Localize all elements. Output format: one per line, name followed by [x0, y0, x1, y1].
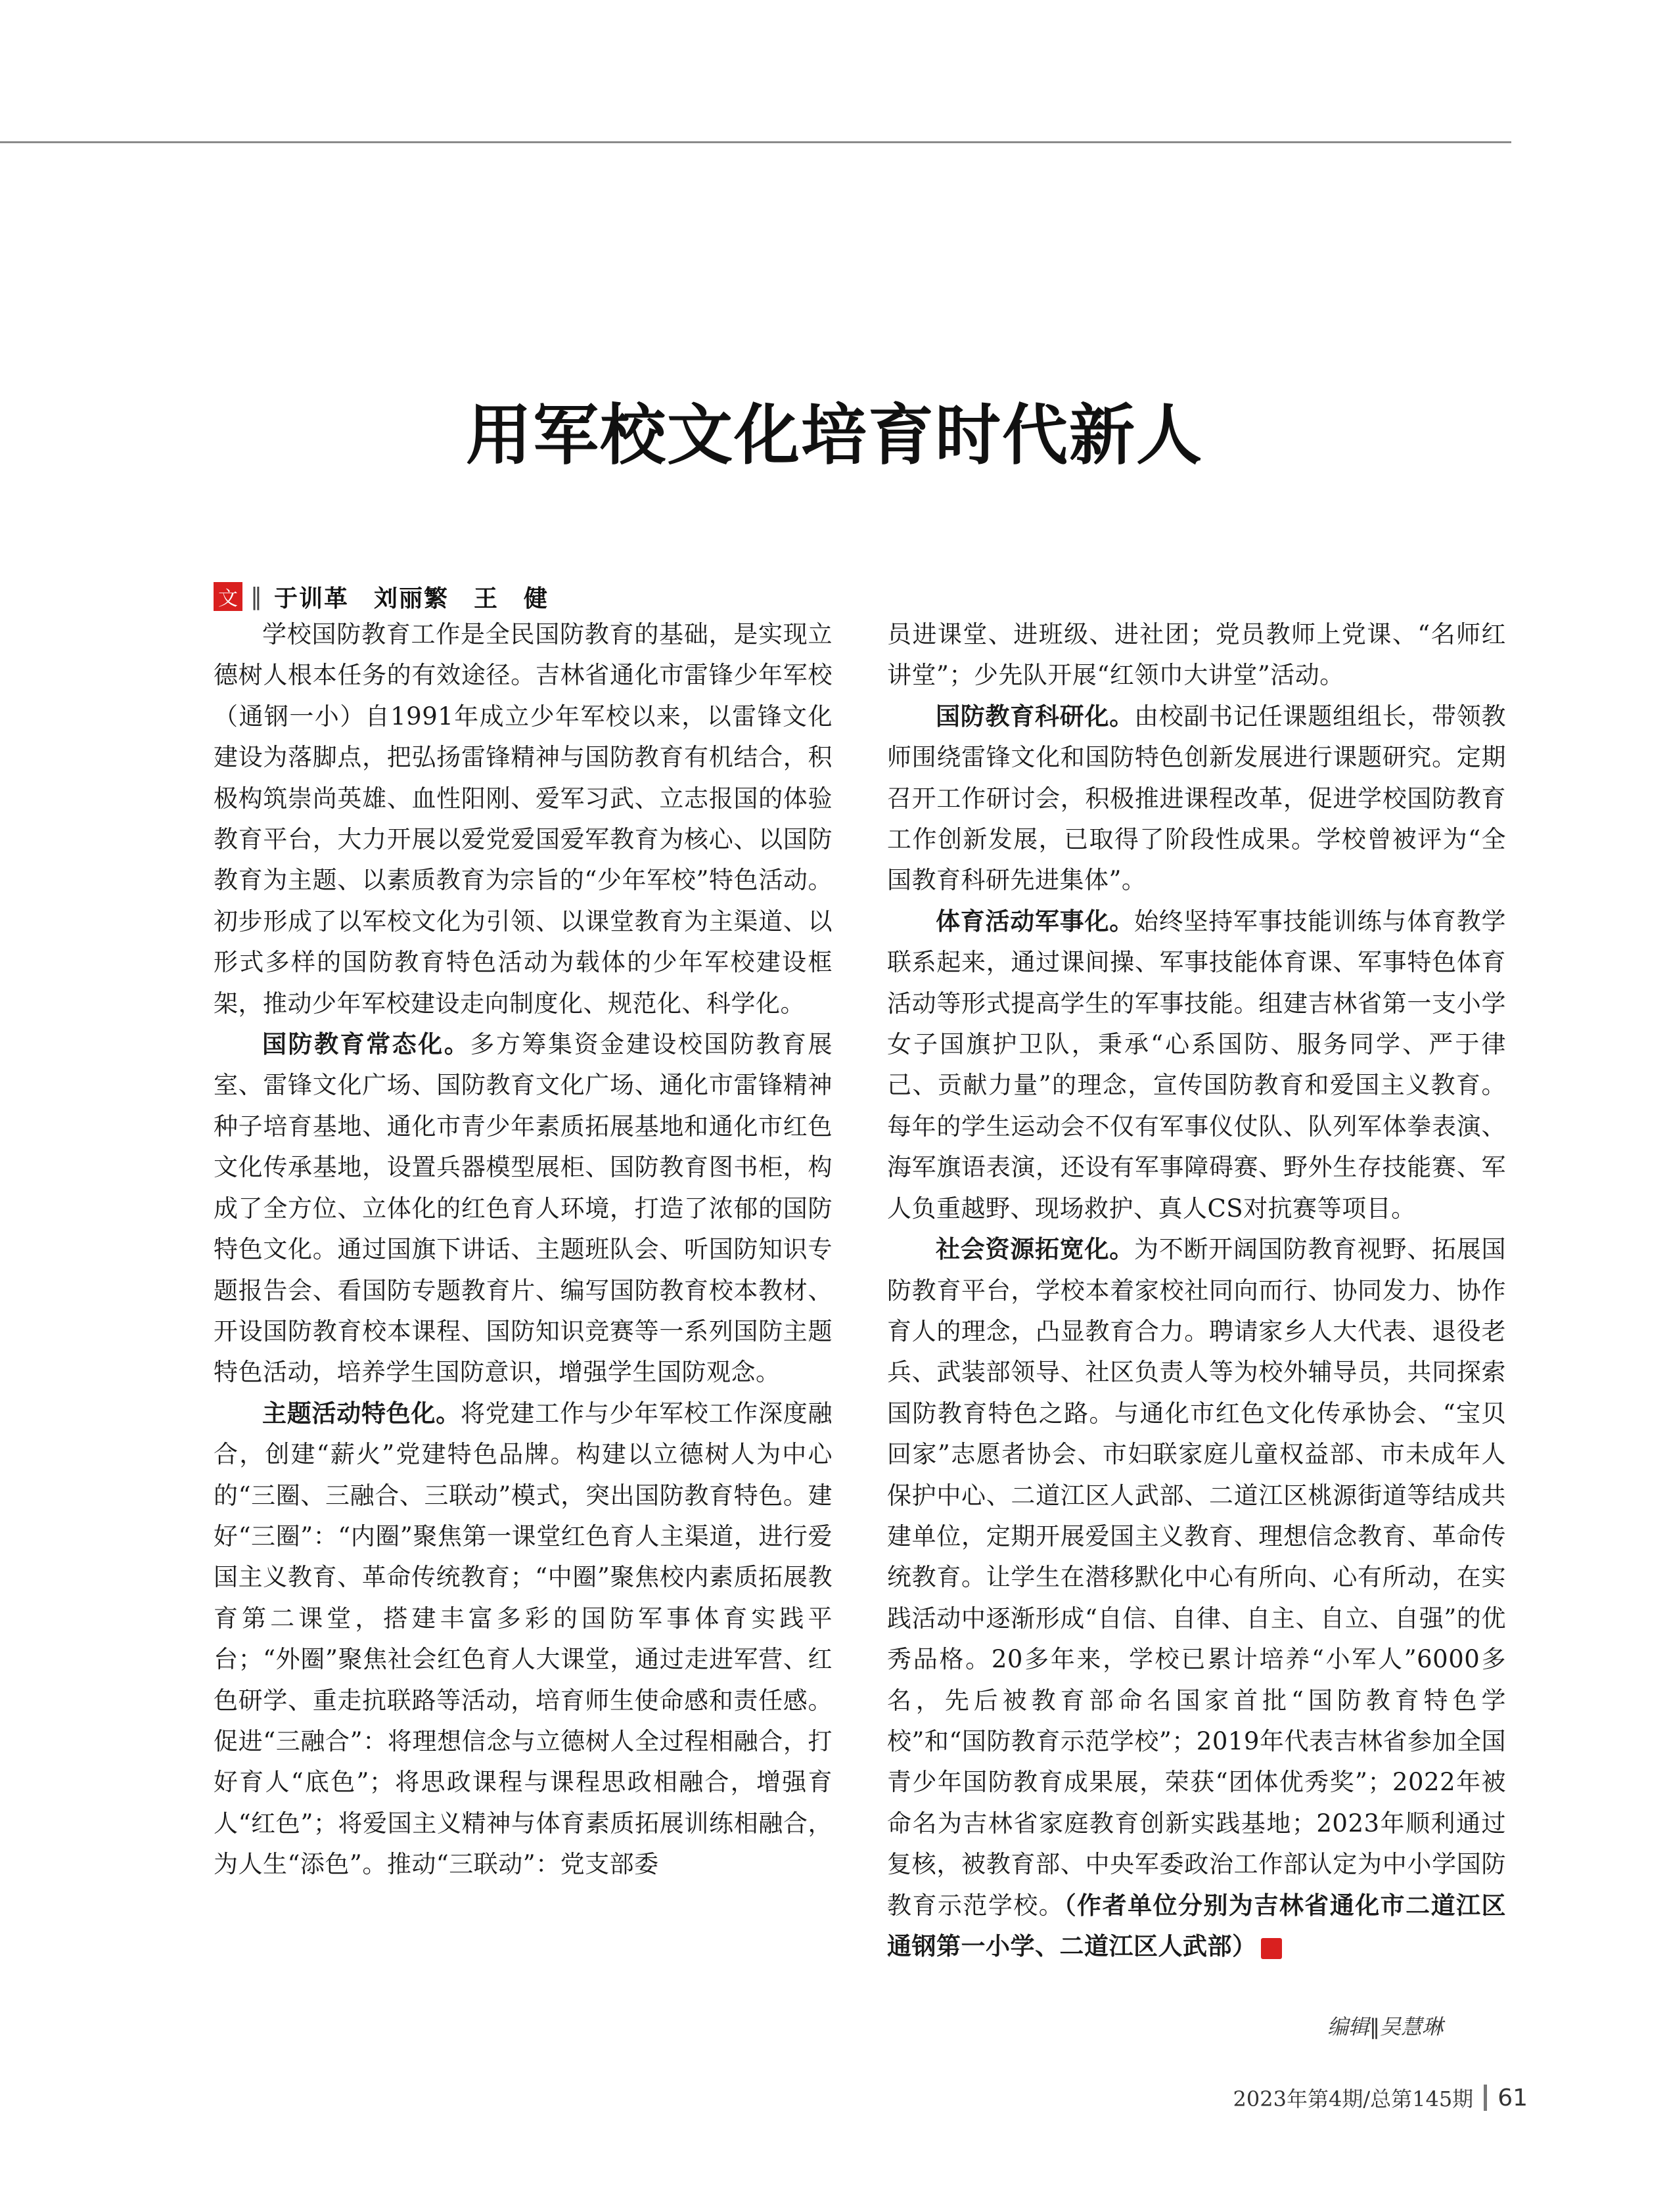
footer-divider	[1484, 2085, 1487, 2111]
section-body: 多方筹集资金建设校国防教育展室、雷锋文化广场、国防教育文化广场、通化市雷锋精神种子培育基地、通化市青少年素质拓展基地和通化市红色文化传承基地，设置兵器模型展柜、国防教育图书柜，构成了全方位、立体化的红色育人环境，打造了浓郁的国防特色文化。通过国旗下讲话、主题班队会、听国防知识专题报告会、看国防专题教育片、编写国防教育校本教材、开设国防教育校本课程、国防知识竞赛等一系列国防主题特色活动，培养学生国防意识，增强学生国防观念。	[214, 1030, 833, 1387]
editor-credit: 编辑‖吴慧琳	[1327, 2014, 1444, 2039]
section-paragraph	[887, 1229, 1506, 1967]
section-heading: 主题活动特色化。	[262, 1399, 461, 1428]
right-column	[887, 614, 1506, 1967]
issue-info: 2023年第4期/总第145期	[1233, 2087, 1474, 2111]
page-footer	[1233, 2083, 1528, 2113]
section-paragraph	[887, 901, 1506, 1229]
section-body: 将党建工作与少年军校工作深度融合，创建“薪火”党建特色品牌。构建以立德树人为中心的“三圈、三融合、三联动”模式，突出国防教育特色。建好“三圈”：“内圈”聚焦第一课堂红色育人主渠道，进行爱国主义教育、革命传统教育；“中圈”聚焦校内素质拓展教育第二课堂，搭建丰富多彩的国防军事体育实践平台；“外圈”聚焦社会红色育人大课堂，通过走进军营、红色研学、重走抗联路等活动，培育师生使命感和责任感。促进“三融合”：将理想信念与立德树人全过程相融合，打好育人“底色”；将思政课程与课程思政相融合，增强育人“红色”；将爱国主义精神与体育素质拓展训练相融合，为人生“添色”。推动“三联动”：党支部委	[214, 1399, 833, 1879]
byline	[214, 578, 549, 615]
article-title: 用军校文化培育时代新人	[466, 397, 1203, 474]
section-paragraph	[214, 1393, 833, 1885]
top-rule	[0, 141, 1511, 143]
page-number: 61	[1498, 2084, 1528, 2111]
section-paragraph	[887, 696, 1506, 901]
section-heading: 国防教育常态化。	[262, 1030, 470, 1059]
author-affiliation: （作者单位分别为吉林省通化市二道江区通钢第一小学、二道江区人武部）	[887, 1891, 1507, 1960]
left-column	[214, 614, 833, 1885]
wen-badge-icon: 文	[214, 582, 242, 611]
section-heading: 国防教育科研化。	[936, 702, 1134, 731]
section-heading: 社会资源拓宽化。	[936, 1235, 1134, 1264]
intro-paragraph: 学校国防教育工作是全民国防教育的基础，是实现立德树人根本任务的有效途径。吉林省通化市雷锋少年军校（通钢一小）自1991年成立少年军校以来，以雷锋文化建设为落脚点，把弘扬雷锋精神与国防教育有机结合，积极构筑崇尚英雄、血性阳刚、爱军习武、立志报国的体验教育平台，大力开展以爱党爱国爱军教育为核心、以国防教育为主题、以素质教育为宗旨的“少年军校”特色活动。初步形成了以军校文化为引领、以课堂教育为主渠道、以形式多样的国防教育特色活动为载体的少年军校建设框架，推动少年军校建设走向制度化、规范化、科学化。	[214, 620, 833, 1018]
continued-paragraph: 员进课堂、进班级、进社团；党员教师上党课、“名师红讲堂”；少先队开展“红领巾大讲堂”活动。	[887, 620, 1506, 690]
section-paragraph	[214, 1024, 833, 1393]
byline-separator: ‖	[250, 583, 262, 610]
section-body: 为不断开阔国防教育视野、拓展国防教育平台，学校本着家校社同向而行、协同发力、协作育人的理念，凸显教育合力。聘请家乡人大代表、退役老兵、武装部领导、社区负责人等为校外辅导员，共同探索国防教育特色之路。与通化市红色文化传承协会、“宝贝回家”志愿者协会、市妇联家庭儿童权益部、市未成年人保护中心、二道江区人武部、二道江区桃源街道等结成共建单位，定期开展爱国主义教育、理想信念教育、革命传统教育。让学生在潜移默化中心有所向、心有所动，在实践活动中逐渐形成“自信、自律、自主、自立、自强”的优秀品格。20多年来，学校已累计培养“小军人”6000多名，先后被教育部命名国家首批“国防教育特色学校”和“国防教育示范学校”；2019年代表吉林省参加全国青少年国防教育成果展，荣获“团体优秀奖”；2022年被命名为吉林省家庭教育创新实践基地；2023年顺利通过复核，被教育部、中央军委政治工作部认定为中小学国防教育示范学校。	[887, 1235, 1506, 1920]
end-mark-icon: G	[1261, 1938, 1282, 1959]
section-body: 由校副书记任课题组组长，带领教师围绕雷锋文化和国防特色创新发展进行课题研究。定期召开工作研讨会，积极推进课程改革，促进学校国防教育工作创新发展，已取得了阶段性成果。学校曾被评为“全国教育科研先进集体”。	[887, 702, 1506, 895]
section-body: 始终坚持军事技能训练与体育教学联系起来，通过课间操、军事技能体育课、军事特色体育活动等形式提高学生的军事技能。组建吉林省第一支小学女子国旗护卫队，秉承“心系国防、服务同学、严于律己、贡献力量”的理念，宣传国防教育和爱国主义教育。每年的学生运动会不仅有军事仪仗队、队列军体拳表演、海军旗语表演，还设有军事障碍赛、野外生存技能赛、军人负重越野、现场救护、真人CS对抗赛等项目。	[887, 907, 1506, 1223]
section-heading: 体育活动军事化。	[936, 907, 1134, 936]
authors: 于训革 刘丽繁 王 健	[274, 585, 549, 612]
